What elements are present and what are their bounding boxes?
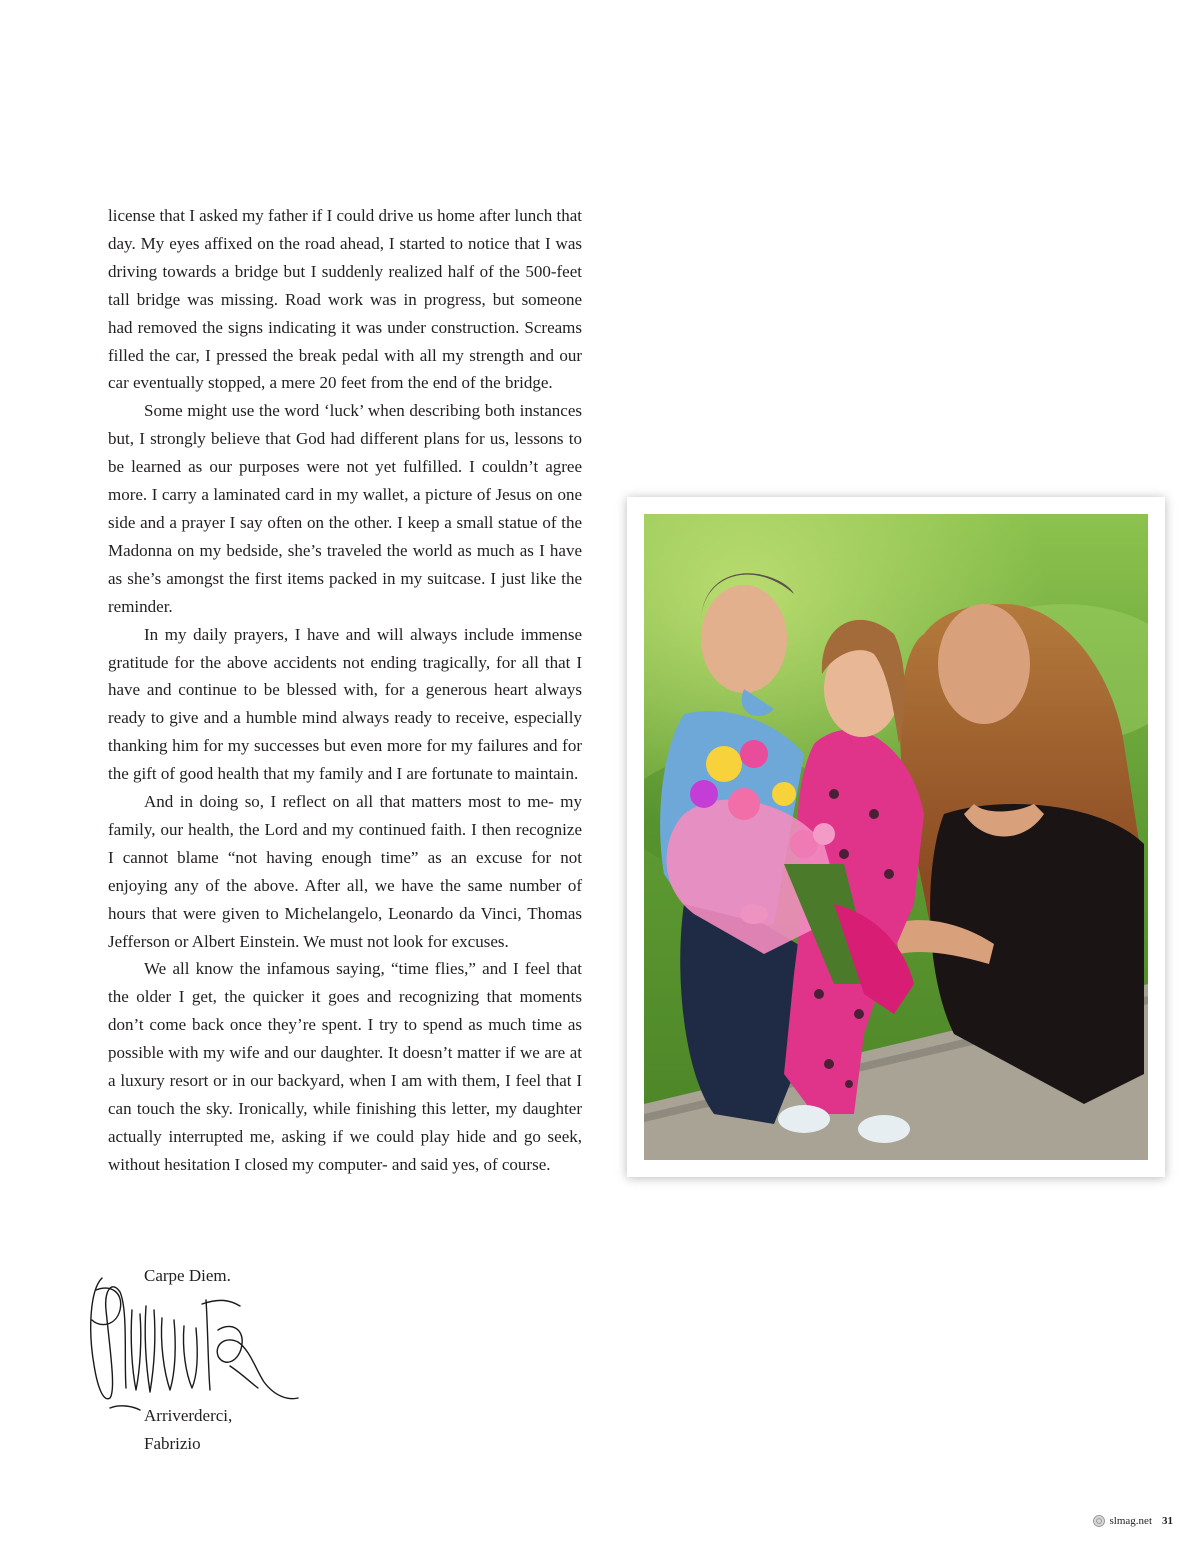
signoff-greeting: Arriverderci, xyxy=(144,1406,233,1425)
handwritten-signature xyxy=(80,1270,305,1420)
photo-frame xyxy=(627,497,1165,1177)
article-paragraph-4: And in doing so, I reflect on all that matters most to me- my family, our health, the Lord and my continued faith. I then recognize I cannot blame “not having enough time” as an excuse for not enjoying any of the above. After all, we have the same number of hours that were given to Michelangelo, Leonardo da Vinci, Thomas Jefferson or Albert Einstein. We must not look for excuses. xyxy=(108,792,582,951)
family-photo-illustration xyxy=(644,514,1148,1160)
article-paragraph-5: We all know the infamous saying, “time flies,” and I feel that the older I get, the quicker it goes and recognizing that moments don’t come back once they’re spent. I try to spend as much time as possible with my wife and our daughter. It doesn’t matter if we are at a luxury resort or in our backyard, when I am with them, I feel that I can touch the sky. Ironically, while finishing this letter, my daughter actually interrupted me, asking if we could play hide and go seek, without hesitation I closed my computer- and said yes, of course. xyxy=(108,959,582,1174)
magazine-logo-icon xyxy=(1093,1515,1105,1527)
signoff-name: Fabrizio xyxy=(144,1434,201,1453)
closing-motto: Carpe Diem. xyxy=(144,1266,231,1285)
signoff xyxy=(144,1402,232,1458)
page-footer xyxy=(1093,1515,1173,1527)
page-number: 31 xyxy=(1162,1515,1173,1527)
article-paragraph-2: Some might use the word ‘luck’ when describing both instances but, I strongly believe that God had different plans for us, lessons to be learned as our purposes were not yet fulfilled. I couldn’t agree more. I carry a laminated card in my wallet, a picture of Jesus on one side and a prayer I say often on the other. I keep a small statue of the Madonna on my bedside, she’s traveled the world as much as I have as she’s amongst the first items packed in my suitcase. I just like the reminder. xyxy=(108,401,582,616)
footer-site: slmag.net xyxy=(1109,1515,1152,1527)
article-paragraph-1: license that I asked my father if I could drive us home after lunch that day. My eyes affixed on the road ahead, I started to notice that I was driving towards a bridge but I suddenly realized half of the 500-feet tall bridge was missing. Road work was in progress, but someone had removed the signs indicating it was under construction. Screams filled the car, I pressed the break pedal with all my strength and our car eventually stopped, a mere 20 feet from the end of the bridge. xyxy=(108,206,582,393)
article-body xyxy=(108,202,582,1179)
family-photo xyxy=(644,514,1148,1160)
article-paragraph-3: In my daily prayers, I have and will always include immense gratitude for the above accidents not ending tragically, for all that I have and continue to be blessed with, for a generous heart always ready to give and a humble mind always ready to receive, especially thanking him for my successes but even more for my failures and for the gift of good health that my family and I are fortunate to maintain. xyxy=(108,624,582,784)
